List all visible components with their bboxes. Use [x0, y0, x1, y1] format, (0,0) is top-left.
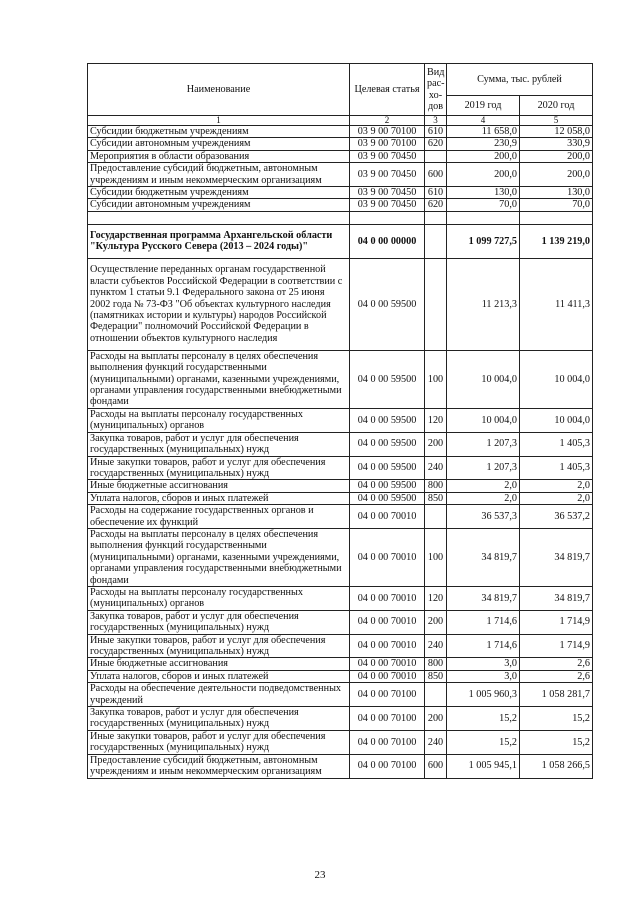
row-expense-type-cell [425, 505, 447, 529]
row-target-article-cell: 04 0 00 59500 [350, 432, 425, 456]
row-sum-2020-cell: 2,0 [520, 492, 593, 504]
row-target-article-cell: 04 0 00 59500 [350, 408, 425, 432]
table-row [88, 456, 593, 480]
table-row [88, 683, 593, 707]
row-sum-2020-cell: 130,0 [520, 187, 593, 199]
table-row [88, 211, 593, 224]
row-sum-2020-cell: 70,0 [520, 199, 593, 211]
row-target-article-cell: 04 0 00 00000 [350, 224, 425, 258]
header-target-article: Целевая статья [350, 64, 425, 116]
table-row [88, 754, 593, 778]
row-name-cell: Расходы на выплаты персоналу в целях обеспечения выполнения функций государственными (муниципальными) органами, казенными учреждениями, органами управления государственными внебюджетными фондами [88, 350, 350, 408]
row-sum-2019-cell: 1 005 945,1 [447, 754, 520, 778]
row-name-cell: Расходы на содержание государственных органов и обеспечение их функций [88, 505, 350, 529]
table-row [88, 126, 593, 138]
row-expense-type-cell: 800 [425, 480, 447, 492]
table-row [88, 199, 593, 211]
table-row [88, 258, 593, 350]
row-target-article-cell: 04 0 00 70010 [350, 505, 425, 529]
row-sum-2019-cell: 10 004,0 [447, 350, 520, 408]
row-name-cell: Расходы на выплаты персоналу в целях обеспечения выполнения функций государственными (муниципальными) органами, казенными учреждениями, органами управления государственными внебюджетными фондами [88, 528, 350, 586]
table-row [88, 480, 593, 492]
row-target-article-cell: 04 0 00 70010 [350, 610, 425, 634]
row-sum-2019-cell: 15,2 [447, 730, 520, 754]
row-sum-2019-cell: 1 005 960,3 [447, 683, 520, 707]
table-row [88, 163, 593, 187]
row-name-cell: Расходы на обеспечение деятельности подведомственных учреждений [88, 683, 350, 707]
row-sum-2019-cell: 200,0 [447, 163, 520, 187]
row-target-article-cell: 04 0 00 70100 [350, 754, 425, 778]
row-expense-type-cell: 200 [425, 707, 447, 731]
table-row [88, 408, 593, 432]
row-expense-type-cell: 100 [425, 528, 447, 586]
row-name-cell: Субсидии автономным учреждениям [88, 138, 350, 150]
row-sum-2020-cell: 1 139 219,0 [520, 224, 593, 258]
table-row [88, 670, 593, 682]
row-sum-2020-cell: 11 411,3 [520, 258, 593, 350]
row-sum-2019-cell: 2,0 [447, 480, 520, 492]
row-expense-type-cell [425, 211, 447, 224]
table-row [88, 707, 593, 731]
header-2019: 2019 год [447, 96, 520, 116]
column-number: 5 [520, 116, 593, 126]
row-sum-2019-cell: 1 207,3 [447, 456, 520, 480]
row-expense-type-cell: 100 [425, 350, 447, 408]
row-sum-2019-cell: 230,9 [447, 138, 520, 150]
row-name-cell: Иные бюджетные ассигнования [88, 480, 350, 492]
row-name-cell: Субсидии автономным учреждениям [88, 199, 350, 211]
table-row [88, 610, 593, 634]
row-sum-2020-cell: 15,2 [520, 707, 593, 731]
row-name-cell: Закупка товаров, работ и услуг для обеспечения государственных (муниципальных) нужд [88, 432, 350, 456]
row-expense-type-cell [425, 258, 447, 350]
row-sum-2019-cell: 1 714,6 [447, 610, 520, 634]
row-name-cell: Государственная программа Архангельской области "Культура Русского Севера (2013 – 2024 годы)" [88, 224, 350, 258]
row-sum-2019-cell: 10 004,0 [447, 408, 520, 432]
table-row [88, 492, 593, 504]
row-sum-2020-cell: 2,6 [520, 658, 593, 670]
row-name-cell: Расходы на выплаты персоналу государственных (муниципальных) органов [88, 408, 350, 432]
row-name-cell: Субсидии бюджетным учреждениям [88, 187, 350, 199]
row-name-cell: Уплата налогов, сборов и иных платежей [88, 492, 350, 504]
row-sum-2020-cell: 2,6 [520, 670, 593, 682]
row-name-cell: Иные бюджетные ассигнования [88, 658, 350, 670]
row-expense-type-cell: 600 [425, 163, 447, 187]
table-row [88, 528, 593, 586]
row-name-cell: Иные закупки товаров, работ и услуг для обеспечения государственных (муниципальных) нужд [88, 730, 350, 754]
row-sum-2020-cell: 2,0 [520, 480, 593, 492]
row-sum-2019-cell: 3,0 [447, 658, 520, 670]
table-row [88, 138, 593, 150]
row-sum-2020-cell: 1 714,9 [520, 610, 593, 634]
row-expense-type-cell: 850 [425, 492, 447, 504]
row-target-article-cell: 04 0 00 59500 [350, 456, 425, 480]
row-expense-type-cell: 240 [425, 634, 447, 658]
row-sum-2020-cell: 200,0 [520, 163, 593, 187]
table-row [88, 634, 593, 658]
row-sum-2019-cell: 1 099 727,5 [447, 224, 520, 258]
row-sum-2020-cell: 12 058,0 [520, 126, 593, 138]
row-sum-2019-cell: 11 213,3 [447, 258, 520, 350]
row-sum-2019-cell: 1 714,6 [447, 634, 520, 658]
row-sum-2020-cell: 1 405,3 [520, 456, 593, 480]
row-sum-2020-cell: 330,9 [520, 138, 593, 150]
row-sum-2019-cell: 15,2 [447, 707, 520, 731]
row-target-article-cell: 04 0 00 59500 [350, 258, 425, 350]
row-sum-2020-cell: 1 058 281,7 [520, 683, 593, 707]
row-expense-type-cell: 800 [425, 658, 447, 670]
row-target-article-cell: 04 0 00 70010 [350, 670, 425, 682]
row-sum-2020-cell: 200,0 [520, 150, 593, 162]
row-target-article-cell: 04 0 00 70100 [350, 683, 425, 707]
row-target-article-cell: 03 9 00 70450 [350, 187, 425, 199]
row-target-article-cell: 04 0 00 59500 [350, 350, 425, 408]
row-name-cell: Расходы на выплаты персоналу государственных (муниципальных) органов [88, 586, 350, 610]
row-sum-2019-cell: 36 537,3 [447, 505, 520, 529]
table-row [88, 586, 593, 610]
row-sum-2019-cell: 70,0 [447, 199, 520, 211]
row-target-article-cell: 04 0 00 59500 [350, 492, 425, 504]
row-target-article-cell: 04 0 00 70010 [350, 658, 425, 670]
column-number: 4 [447, 116, 520, 126]
row-sum-2020-cell: 36 537,2 [520, 505, 593, 529]
row-name-cell: Мероприятия в области образования [88, 150, 350, 162]
row-sum-2020-cell: 1 405,3 [520, 432, 593, 456]
row-name-cell: Уплата налогов, сборов и иных платежей [88, 670, 350, 682]
row-sum-2020-cell: 1 714,9 [520, 634, 593, 658]
row-expense-type-cell: 240 [425, 730, 447, 754]
row-expense-type-cell: 120 [425, 586, 447, 610]
table-row [88, 505, 593, 529]
row-name-cell: Субсидии бюджетным учреждениям [88, 126, 350, 138]
row-sum-2019-cell: 34 819,7 [447, 528, 520, 586]
row-expense-type-cell: 200 [425, 432, 447, 456]
row-target-article-cell: 04 0 00 70100 [350, 730, 425, 754]
row-name-cell: Предоставление субсидий бюджетным, автономным учреждениям и иным некоммерческим организациям [88, 163, 350, 187]
row-sum-2020-cell: 15,2 [520, 730, 593, 754]
row-sum-2019-cell: 200,0 [447, 150, 520, 162]
row-target-article-cell: 04 0 00 70100 [350, 707, 425, 731]
header-2020: 2020 год [520, 96, 593, 116]
table-row [88, 224, 593, 258]
row-expense-type-cell [425, 150, 447, 162]
row-sum-2019-cell: 130,0 [447, 187, 520, 199]
row-sum-2019-cell [447, 211, 520, 224]
row-expense-type-cell [425, 683, 447, 707]
row-name-cell: Иные закупки товаров, работ и услуг для обеспечения государственных (муниципальных) нужд [88, 634, 350, 658]
row-target-article-cell: 04 0 00 70010 [350, 634, 425, 658]
row-expense-type-cell: 240 [425, 456, 447, 480]
row-name-cell: Предоставление субсидий бюджетным, автономным учреждениям и иным некоммерческим организациям [88, 754, 350, 778]
table-row [88, 187, 593, 199]
row-target-article-cell: 03 9 00 70450 [350, 199, 425, 211]
header-name: Наименование [88, 64, 350, 116]
column-number: 3 [425, 116, 447, 126]
row-target-article-cell [350, 211, 425, 224]
row-expense-type-cell: 850 [425, 670, 447, 682]
row-target-article-cell: 04 0 00 59500 [350, 480, 425, 492]
row-target-article-cell: 04 0 00 70010 [350, 586, 425, 610]
row-sum-2020-cell: 34 819,7 [520, 528, 593, 586]
row-expense-type-cell [425, 224, 447, 258]
row-target-article-cell: 03 9 00 70450 [350, 163, 425, 187]
budget-table [87, 63, 593, 779]
row-sum-2019-cell: 3,0 [447, 670, 520, 682]
header-sum: Сумма, тыс. рублей [447, 64, 593, 96]
row-sum-2020-cell: 34 819,7 [520, 586, 593, 610]
row-expense-type-cell: 200 [425, 610, 447, 634]
row-sum-2020-cell: 1 058 266,5 [520, 754, 593, 778]
table-body [88, 126, 593, 779]
row-expense-type-cell: 610 [425, 126, 447, 138]
row-name-cell: Иные закупки товаров, работ и услуг для обеспечения государственных (муниципальных) нужд [88, 456, 350, 480]
row-expense-type-cell: 610 [425, 187, 447, 199]
table-row [88, 658, 593, 670]
row-expense-type-cell: 620 [425, 138, 447, 150]
row-expense-type-cell: 620 [425, 199, 447, 211]
row-target-article-cell: 04 0 00 70010 [350, 528, 425, 586]
row-name-cell: Закупка товаров, работ и услуг для обеспечения государственных (муниципальных) нужд [88, 610, 350, 634]
row-target-article-cell: 03 9 00 70100 [350, 126, 425, 138]
column-number: 2 [350, 116, 425, 126]
row-target-article-cell: 03 9 00 70450 [350, 150, 425, 162]
row-expense-type-cell: 600 [425, 754, 447, 778]
table-row [88, 150, 593, 162]
row-sum-2020-cell: 10 004,0 [520, 408, 593, 432]
row-name-cell [88, 211, 350, 224]
page-number: 23 [314, 869, 326, 881]
table-row [88, 432, 593, 456]
column-number: 1 [88, 116, 350, 126]
row-expense-type-cell: 120 [425, 408, 447, 432]
table-row [88, 730, 593, 754]
row-sum-2019-cell: 11 658,0 [447, 126, 520, 138]
row-name-cell: Закупка товаров, работ и услуг для обеспечения государственных (муниципальных) нужд [88, 707, 350, 731]
row-sum-2020-cell [520, 211, 593, 224]
table-row [88, 350, 593, 408]
row-name-cell: Осуществление переданных органам государственной власти субъектов Российской Федерации в соответствии с пунктом 1 статьи 9.1 Федерального закона от 25 июня 2002 года № 73-ФЗ "Об объектах культурного наследия (памятниках истории и культуры) народов Российской Федерации" полномочий Российской Федерации в отношении объектов культурного наследия [88, 258, 350, 350]
row-sum-2019-cell: 34 819,7 [447, 586, 520, 610]
row-sum-2019-cell: 1 207,3 [447, 432, 520, 456]
header-expense-type: Вид рас-хо-дов [425, 64, 447, 116]
row-sum-2019-cell: 2,0 [447, 492, 520, 504]
row-target-article-cell: 03 9 00 70100 [350, 138, 425, 150]
row-sum-2020-cell: 10 004,0 [520, 350, 593, 408]
